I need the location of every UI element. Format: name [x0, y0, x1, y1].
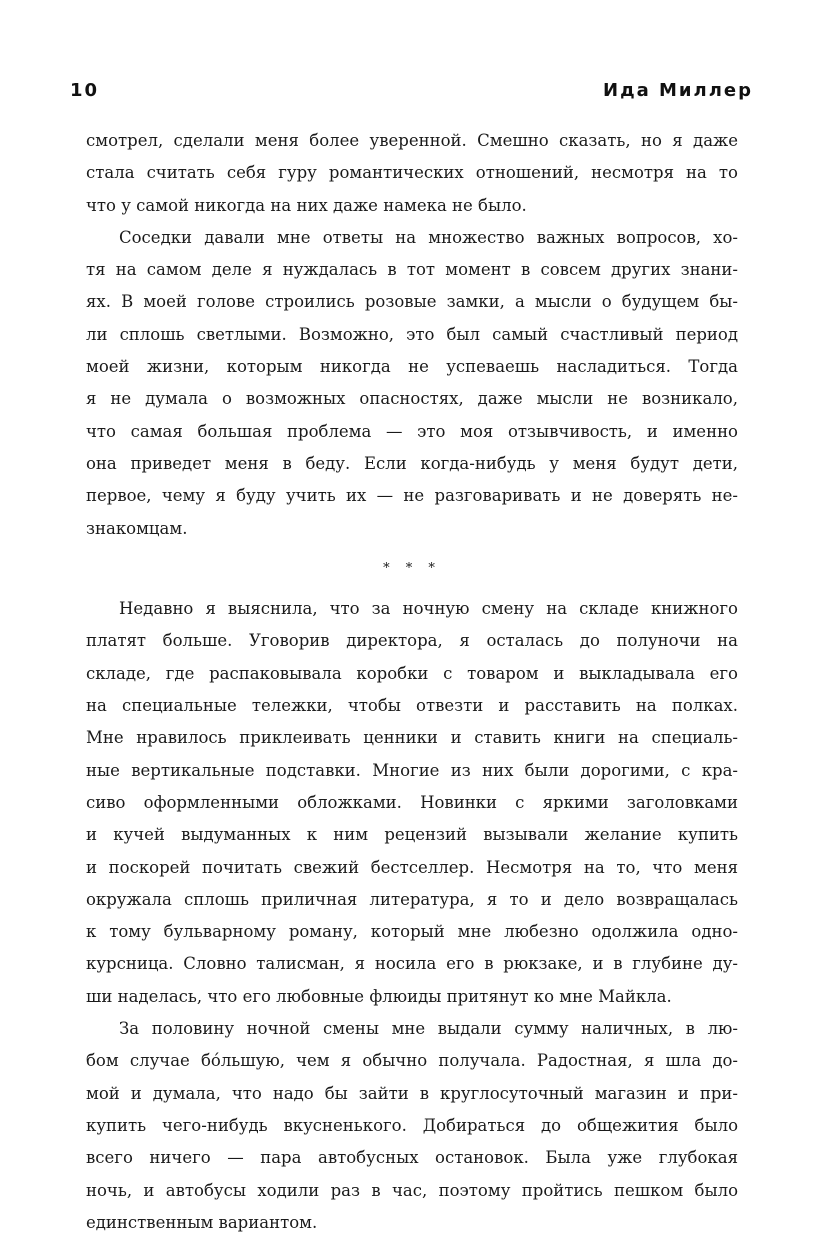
text-line: единственным вариантом. — [86, 1212, 318, 1232]
text-line: курсница. Словно талисман, я носила его в рюкзаке, и в глубине ду- — [86, 954, 738, 974]
text-line: сиво оформленными обложками. Новинки с яркими заголовками — [86, 792, 738, 812]
body-text — [86, 125, 738, 1239]
text-line: ные вертикальные подставки. Многие из них были дорогими, с кра- — [86, 760, 738, 780]
text-line: первое, чему я буду учить их — не разговаривать и не доверять не- — [86, 486, 738, 506]
text-line: мой и думала, что надо бы зайти в круглосуточный магазин и при- — [86, 1083, 738, 1103]
text-line: ли сплошь светлыми. Возможно, это был самый счастливый период — [86, 324, 738, 344]
text-line: что у самой никогда на них даже намека не было. — [86, 195, 527, 215]
author-name: Ида Миллер — [603, 80, 753, 101]
text-line: смотрел, сделали меня более уверенной. Смешно сказать, но я даже — [86, 131, 738, 150]
running-head — [70, 80, 753, 110]
text-line: ночь, и автобусы ходили раз в час, поэтому пройтись пешком было — [86, 1180, 738, 1200]
text-line: окружала сплошь приличная литература, я то и дело возвращалась — [86, 889, 738, 909]
text-line: к тому бульварному роману, который мне любезно одолжила одно- — [86, 922, 738, 942]
text-line: За половину ночной смены мне выдали сумму наличных, в лю- — [119, 1019, 738, 1039]
text-line: что самая большая проблема — это моя отзывчивость, и именно — [86, 421, 738, 441]
text-line: Недавно я выяснила, что за ночную смену на складе книжного — [119, 599, 738, 619]
text-line: бом случае бо́льшую, чем я обычно получала. Радостная, я шла до- — [86, 1051, 738, 1071]
text-line: она приведет меня в беду. Если когда-нибудь у меня будут дети, — [86, 453, 738, 473]
text-line: и кучей выдуманных к ним рецензий вызывали желание купить — [86, 825, 738, 845]
text-line: знакомцам. — [86, 518, 188, 538]
text-line: складе, где распаковывала коробки с товаром и выкладывала его — [86, 663, 738, 683]
text-line: ши наделась, что его любовные флюиды притянут ко мне Майкла. — [86, 986, 672, 1006]
text-line: тя на самом деле я нуждалась в тот момент в совсем других знани- — [86, 260, 738, 280]
text-line: я не думала о возможных опасностях, даже мысли не возникало, — [86, 389, 738, 409]
text-line: стала считать себя гуру романтических отношений, несмотря на то — [86, 163, 738, 183]
text-line: купить чего-нибудь вкусненького. Добираться до общежития было — [86, 1115, 738, 1135]
section-separator: * * * — [383, 560, 441, 576]
text-line: Мне нравилось приклеивать ценники и ставить книги на специаль- — [86, 728, 738, 748]
page-number: 10 — [70, 80, 100, 101]
text-line: всего ничего — пара автобусных остановок. Была уже глубокая — [86, 1148, 738, 1168]
text-line: Соседки давали мне ответы на множество важных вопросов, хо- — [119, 227, 738, 247]
text-line: и поскорей почитать свежий бестселлер. Несмотря на то, что меня — [86, 857, 738, 877]
text-line: на специальные тележки, чтобы отвезти и расставить на полках. — [86, 696, 738, 716]
text-line: платят больше. Уговорив директора, я осталась до полуночи на — [86, 631, 738, 651]
text-line: моей жизни, которым никогда не успеваешь насладиться. Тогда — [86, 357, 738, 377]
paragraph — [86, 125, 738, 222]
paragraph — [86, 222, 738, 545]
text-line: ях. В моей голове строились розовые замки, а мысли о будущем бы- — [86, 292, 738, 312]
paragraph — [86, 1013, 738, 1239]
paragraph — [86, 593, 738, 1013]
